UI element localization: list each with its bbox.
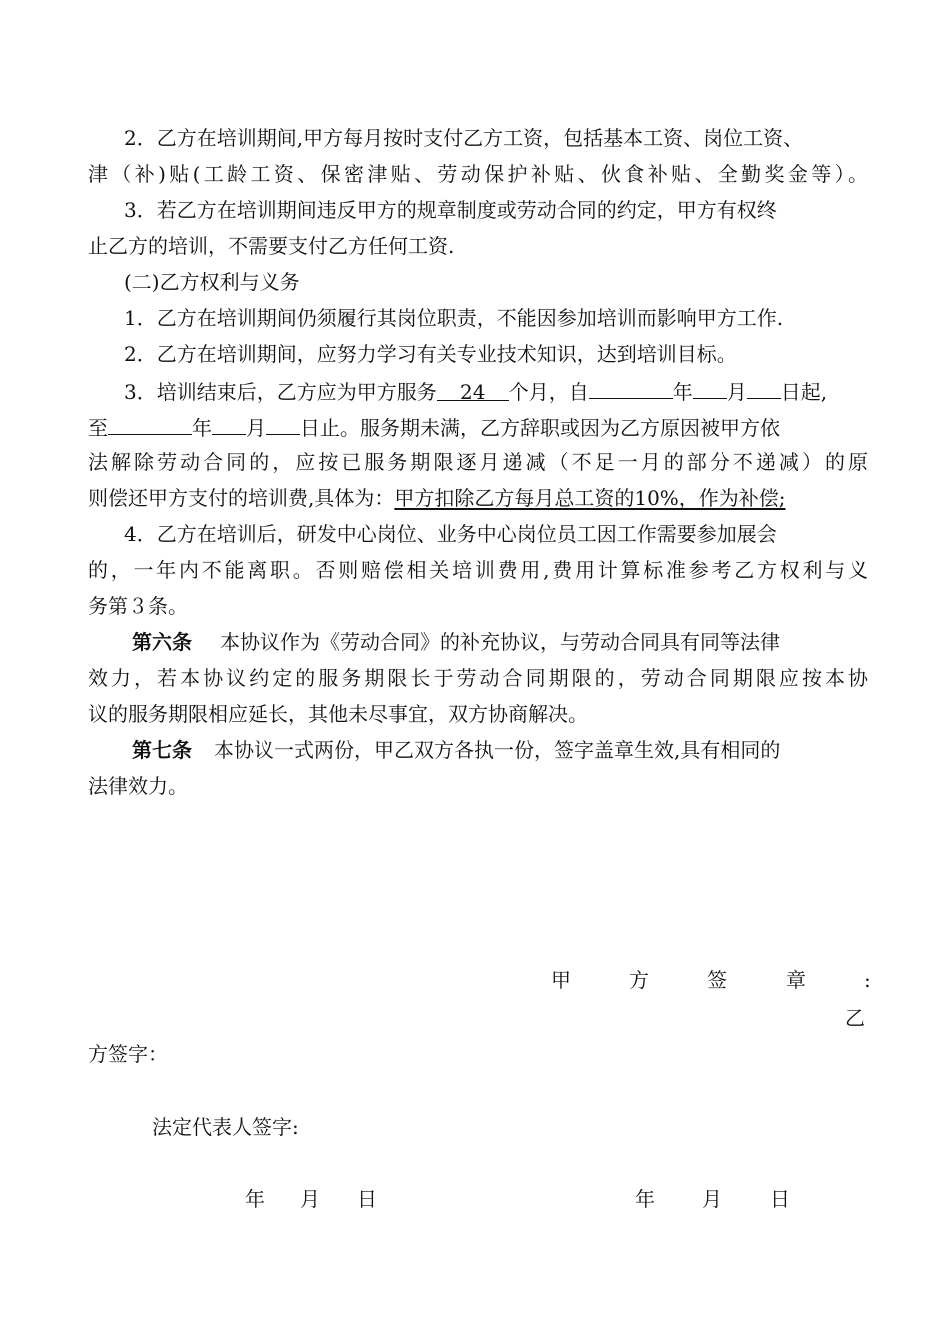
- date-right-year: 年: [635, 1187, 655, 1211]
- article-6-text: 本协议作为《劳动合同》的补充协议，与劳动合同具有同等法律: [220, 630, 780, 654]
- article-7-line-2: 法律效力。: [88, 774, 188, 798]
- end-day-text: 日止。服务期未满，乙方辞职或因为乙方原因被甲方依: [300, 416, 780, 440]
- end-year-label: 年: [192, 416, 212, 440]
- party-b-clause-3-line-4: [88, 484, 868, 512]
- end-month-blank: [212, 412, 246, 435]
- party-b-signature-label: 方签字：: [88, 1042, 168, 1066]
- party-b-clause-2: 2．乙方在培训期间，应努力学习有关专业技术知识，达到培训目标。: [124, 342, 737, 366]
- party-a-colon: :: [864, 968, 871, 992]
- party-a-char-3: 签: [707, 968, 727, 992]
- party-b-clause-3-line-2: [88, 412, 868, 440]
- clause-2-line-2: 津（补)贴(工龄工资、保密津贴、劳动保护补贴、伙食补贴、全勤奖金等）。: [88, 162, 868, 186]
- party-b-clause-3-line-3: 法解除劳动合同的，应按已服务期限逐月递减（不足一月的部分不递减）的原: [88, 450, 868, 474]
- party-b-clause-4-line-2: 的，一年内不能离职。否则赔偿相关培训费用,费用计算标准参考乙方权利与义: [88, 558, 868, 582]
- date-left-day: 日: [357, 1187, 377, 1211]
- party-a-char-1: 甲: [551, 968, 571, 992]
- service-text: 3．培训结束后，乙方应为甲方服务: [124, 380, 437, 404]
- end-year-blank: [108, 412, 192, 435]
- start-year-blank: [589, 376, 673, 399]
- start-month-blank: [693, 376, 727, 399]
- month-label: 月: [726, 380, 747, 404]
- article-6-label: 第六条: [132, 630, 192, 654]
- date-left-year: 年: [245, 1187, 265, 1211]
- to-label: 至: [88, 416, 108, 440]
- day-from-label: 日起,: [780, 380, 828, 404]
- party-b-clause-4-line-3: 务第３条。: [88, 594, 188, 618]
- months-from-text: 个月，自: [508, 380, 589, 404]
- party-a-char-4: 章: [786, 968, 806, 992]
- article-7-label: 第七条: [132, 738, 192, 762]
- service-months-value: 24: [460, 380, 486, 404]
- end-month-label: 月: [246, 416, 266, 440]
- article-6-line-3: 议的服务期限相应延长，其他未尽事宜，双方协商解决。: [88, 702, 588, 726]
- section-heading-party-b: (二)乙方权利与义务: [124, 270, 300, 294]
- party-b-clause-1: 1．乙方在培训期间仍须履行其岗位职责，不能因参加培训而影响甲方工作.: [124, 306, 784, 330]
- start-day-blank: [747, 376, 781, 399]
- legal-representative-signature-label: 法定代表人签字:: [152, 1115, 299, 1139]
- party-a-char-2: 方: [629, 968, 649, 992]
- article-6-line-2: 效力，若本协议约定的服务期限长于劳动合同期限的，劳动合同期限应按本协: [88, 666, 868, 690]
- date-right-month: 月: [702, 1187, 722, 1211]
- party-b-signature-char: 乙: [845, 1006, 865, 1030]
- article-7-line-1: [132, 736, 912, 764]
- service-months-field: [437, 378, 509, 404]
- repay-text: 则偿还甲方支付的培训费,具体为：: [88, 486, 395, 510]
- clause-2-line-1: 2．乙方在培训期间,甲方每月按时支付乙方工资，包括基本工资、岗位工资、: [124, 126, 804, 150]
- compensation-terms: 甲方扣除乙方每月总工资的10%，作为补偿;: [394, 486, 786, 510]
- article-7-text: 本协议一式两份，甲乙双方各执一份，签字盖章生效,具有相同的: [214, 738, 781, 762]
- date-right-day: 日: [770, 1187, 790, 1211]
- clause-3-line-2: 止乙方的培训，不需要支付乙方任何工资.: [88, 234, 455, 258]
- end-day-blank: [266, 412, 300, 435]
- clause-3-line-1: 3．若乙方在培训期间违反甲方的规章制度或劳动合同的约定，甲方有权终: [124, 198, 777, 222]
- year-label: 年: [672, 380, 693, 404]
- date-left-month: 月: [300, 1187, 320, 1211]
- article-6-line-1: [132, 628, 912, 656]
- party-b-clause-3-line-1: [124, 376, 904, 404]
- party-b-clause-4-line-1: 4．乙方在培训后，研发中心岗位、业务中心岗位员工因工作需要参加展会: [124, 522, 777, 546]
